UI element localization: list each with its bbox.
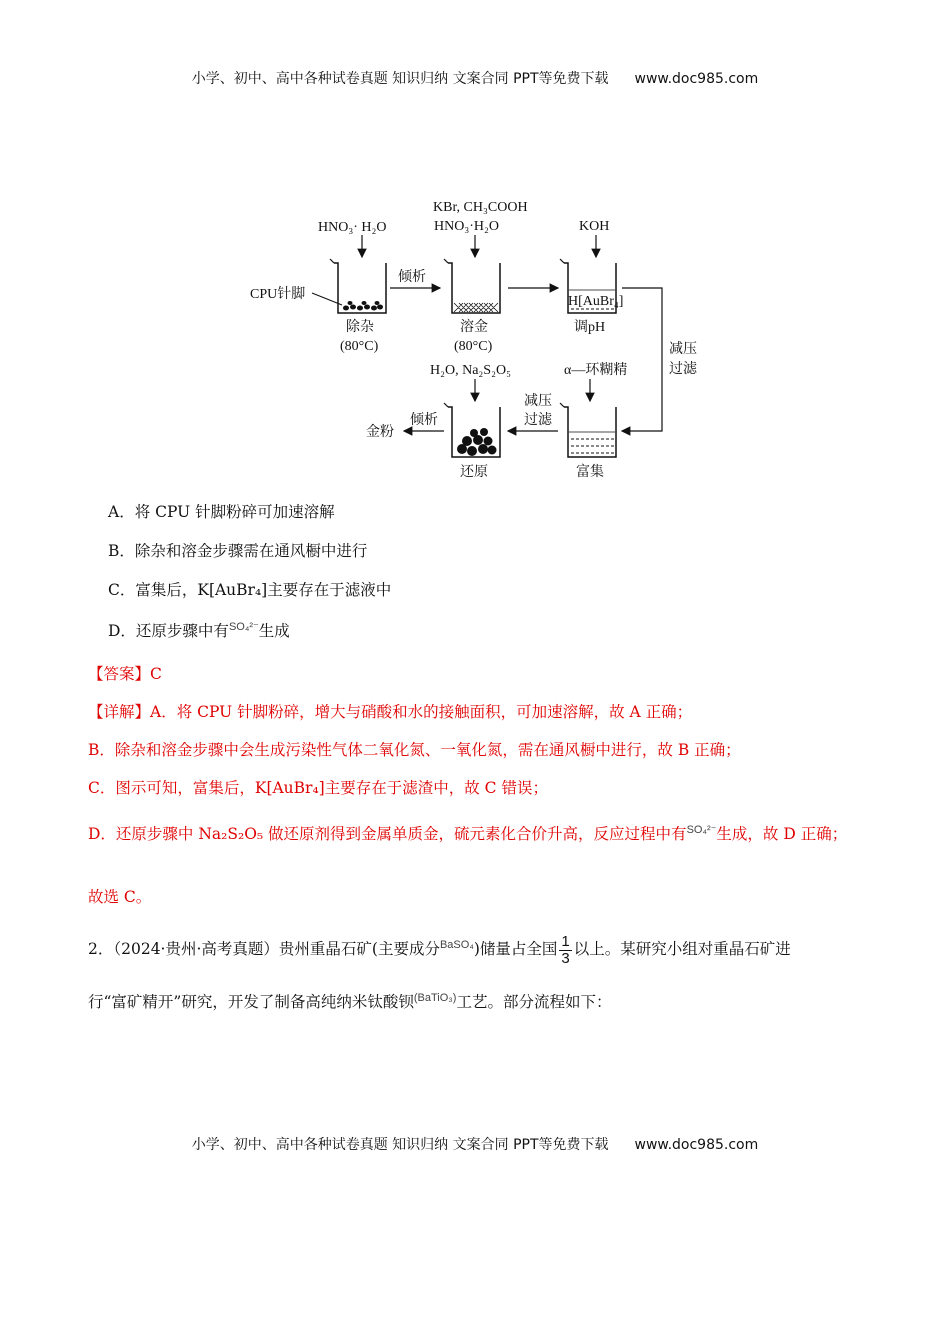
reagent-alpha-cyclodextrin: α—环糊精 <box>564 363 628 378</box>
fraction-numerator: 1 <box>561 932 570 950</box>
side-filter-label-2: 过滤 <box>669 362 697 377</box>
question-2-line-1 <box>88 932 863 967</box>
explanation-a: 【详解】A．将 CPU 针脚粉碎，增大与硝酸和水的接触面积，可加速溶解，故 A 正确； <box>88 703 693 721</box>
fraction-denominator: 3 <box>561 949 570 967</box>
explanation-d-prefix: D．还原步骤中 Na₂S₂O₅ 做还原剂得到金属单质金，硫元素化合价升高，反应过程中有 <box>88 825 687 843</box>
step-gold-dissolution: 溶金 <box>460 320 488 335</box>
q2-after-frac: 以上。某研究小组对重晶石矿进 <box>573 940 791 958</box>
option-a: A．将 CPU 针脚粉碎可加速溶解 <box>108 503 335 521</box>
reagent-h2o-na2s2o5: H₂O, Na₂S₂O₅ <box>430 363 511 378</box>
beaker-enrichment <box>560 403 616 457</box>
step1-temperature: (80°C) <box>340 339 379 354</box>
mid-filter-label-2: 过滤 <box>524 413 552 428</box>
question-2-line-2 <box>88 985 863 1015</box>
beaker-gold-dissolution <box>444 259 500 313</box>
header-url[interactable]: www.doc985.com <box>634 71 759 87</box>
side-filter-label-1: 减压 <box>669 342 697 357</box>
q2-line2-suffix: 工艺。部分流程如下： <box>456 993 612 1011</box>
step-reduction: 还原 <box>460 465 488 480</box>
reagent-koh: KOH <box>579 219 610 234</box>
explanation-c: C．图示可知，富集后，K[AuBr₄]主要存在于滤渣中，故 C 错误； <box>88 779 548 797</box>
q2-prefix: 2．（2024·贵州·高考真题）贵州重晶石矿(主要成分 <box>88 940 440 958</box>
conclusion: 故选 C。 <box>88 888 152 906</box>
q2-baso4: BaSO₄ <box>439 939 474 951</box>
arrow-label-decant-2: 倾析 <box>410 413 438 428</box>
explanation-d-sulfate: SO₄²⁻ <box>686 824 717 836</box>
cpu-pin-label: CPU针脚 <box>250 287 306 302</box>
solution-h-aubr4: H[AuBr₄] <box>568 294 624 309</box>
page-header <box>0 68 950 88</box>
option-d-prefix: D．还原步骤中有 <box>108 622 229 640</box>
arrow-label-decant: 倾析 <box>398 270 426 285</box>
page-footer <box>0 1134 950 1154</box>
q2-mid: )储量占全国 <box>473 940 558 958</box>
footer-url[interactable]: www.doc985.com <box>634 1137 759 1153</box>
explanation-d-suffix: 生成，故 D 正确； <box>716 825 848 843</box>
step-ph-adjust: 调pH <box>574 320 606 335</box>
option-b: B．除杂和溶金步骤需在通风橱中进行 <box>108 542 368 560</box>
explanation-b: B．除杂和溶金步骤中会生成污染性气体二氧化氮、一氧化氮，需在通风橱中进行，故 B 正确； <box>88 741 741 759</box>
step2-temperature: (80°C) <box>454 339 493 354</box>
mid-filter-label-1: 减压 <box>524 394 552 409</box>
q2-batio3: (BaTiO₃) <box>413 992 457 1004</box>
footer-text: 小学、初中、高中各种试卷真题 知识归纳 文案合同 PPT等免费下载 <box>191 1137 609 1153</box>
beaker-reduction <box>444 403 500 457</box>
explanation-d <box>88 817 863 848</box>
reagent-kbr-ch3cooh: KBr, CH₃COOH <box>433 200 528 215</box>
product-gold-powder: 金粉 <box>366 425 394 440</box>
reagent-hno3-h2o-2: HNO₃·H₂O <box>434 219 499 234</box>
reagent-hno3-h2o: HNO₃· H₂O <box>318 220 387 235</box>
option-d-sulfate: SO₄²⁻ <box>228 621 259 633</box>
fraction-one-third <box>559 934 571 967</box>
option-c: C．富集后，K[AuBr₄]主要存在于滤液中 <box>108 581 392 599</box>
q2-line2-prefix: 行“富矿精开”研究，开发了制备高纯纳米钛酸钡 <box>88 993 414 1011</box>
answer-label: 【答案】C <box>88 665 162 683</box>
step-enrichment: 富集 <box>576 465 604 480</box>
beaker-impurity-removal <box>330 259 386 313</box>
step-impurity-removal: 除杂 <box>346 320 374 335</box>
option-d <box>108 619 290 641</box>
header-text: 小学、初中、高中各种试卷真题 知识归纳 文案合同 PPT等免费下载 <box>191 71 609 87</box>
option-d-suffix: 生成 <box>258 622 290 640</box>
process-flow-diagram <box>238 193 698 488</box>
